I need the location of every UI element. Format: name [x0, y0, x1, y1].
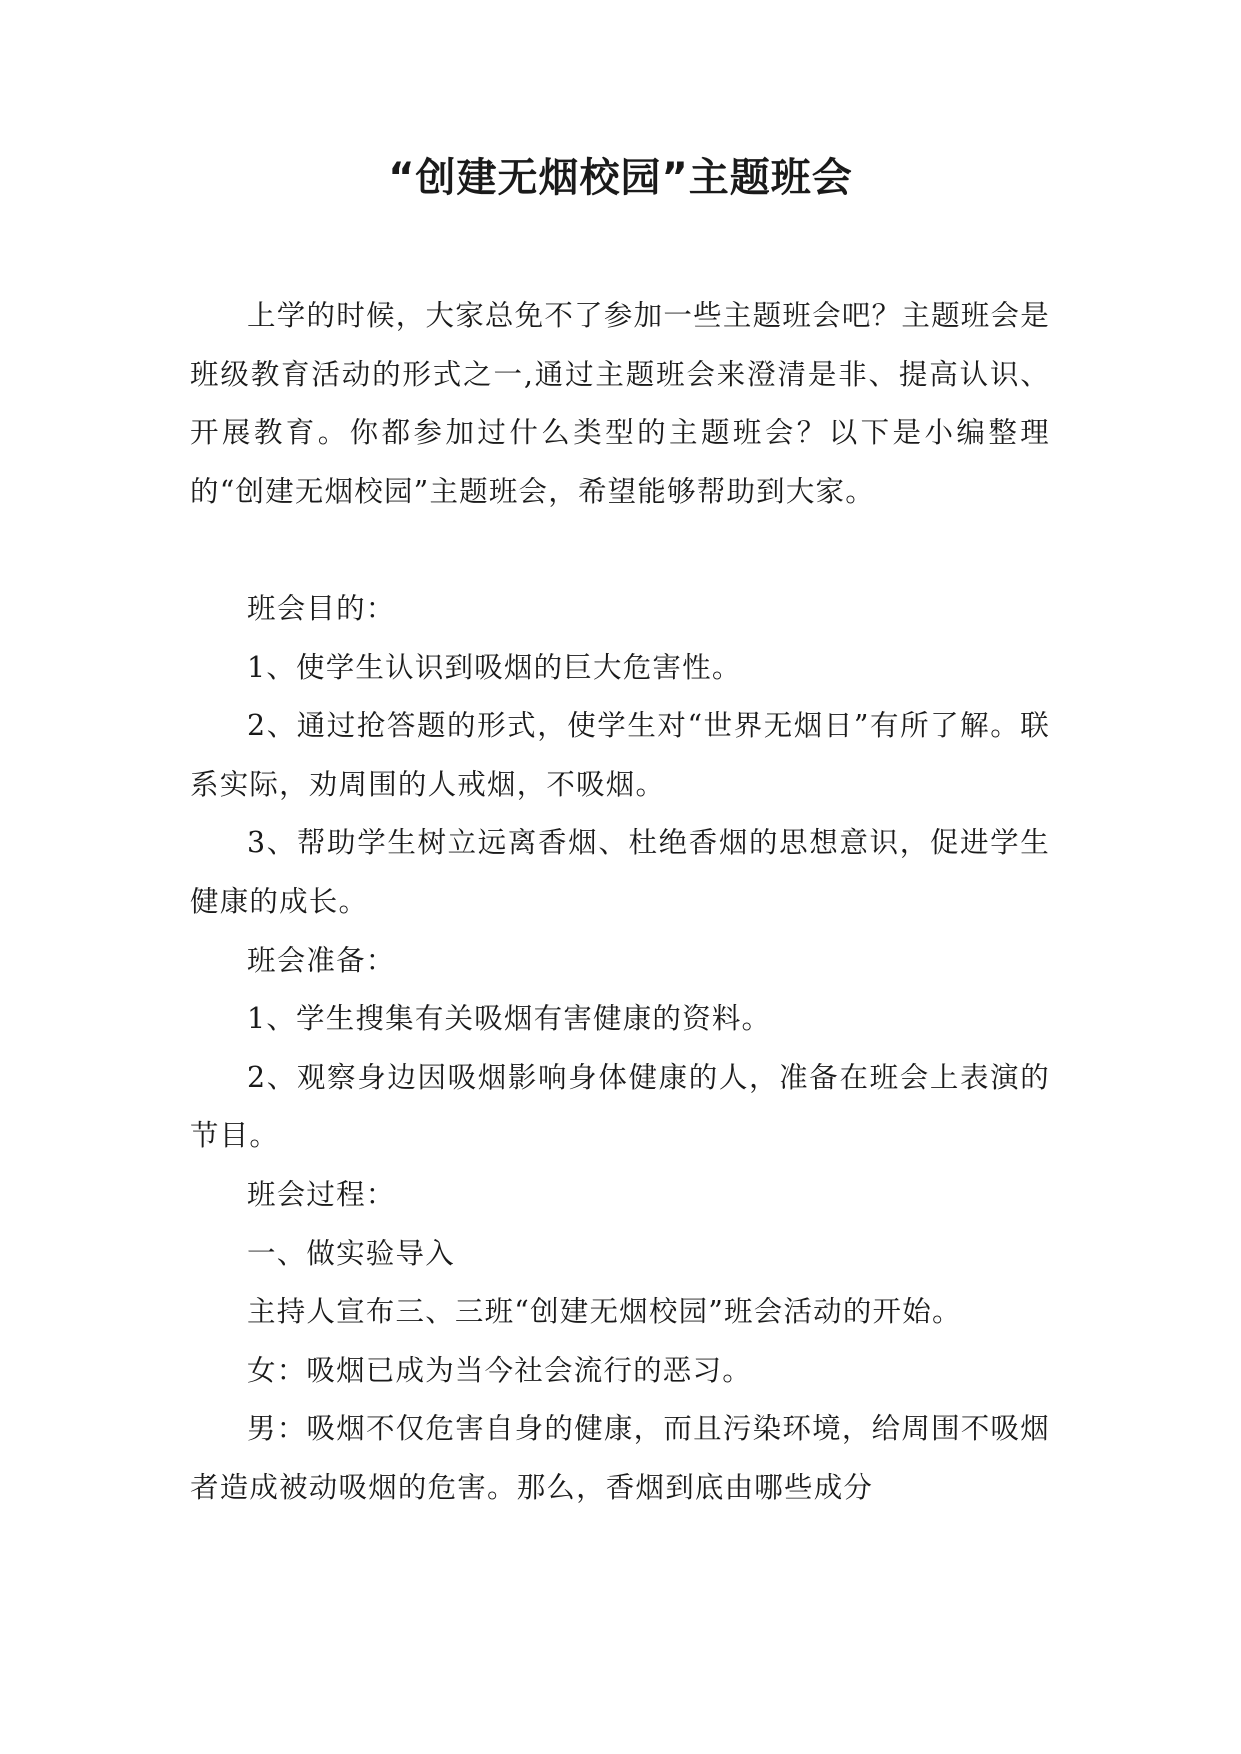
document-title: “创建无烟校园”主题班会 [388, 155, 853, 201]
preparation-item-1: 1、学生搜集有关吸烟有害健康的资料。 [247, 1002, 772, 1036]
purpose-item-2: 2、通过抢答题的形式，使学生对“世界无烟日”有所了解。联系实际，劝周围的人戒烟，不吸烟。 [190, 709, 1050, 801]
dialogue-male: 男：吸烟不仅危害自身的健康，而且污染环境，给周围不吸烟者造成被动吸烟的危害。那么，香烟到底由哪些成分 [190, 1412, 1050, 1504]
section-heading-process: 班会过程： [247, 1177, 396, 1211]
intro-paragraph: 上学的时候，大家总免不了参加一些主题班会吧？主题班会是班级教育活动的形式之一,通过主题班会来澄清是非、提高认识、开展教育。你都参加过什么类型的主题班会？以下是小编整理的“创建无烟校园”主题班会，希望能够帮助到大家。 [190, 299, 1050, 508]
host-announcement: 主持人宣布三、三班“创建无烟校园”班会活动的开始。 [247, 1295, 962, 1329]
purpose-item-3: 3、帮助学生树立远离香烟、杜绝香烟的思想意识，促进学生健康的成长。 [190, 826, 1050, 918]
dialogue-female: 女：吸烟已成为当今社会流行的恶习。 [247, 1353, 752, 1387]
section-heading-purpose: 班会目的： [247, 591, 396, 625]
document-body [190, 287, 1050, 1517]
preparation-item-2: 2、观察身边因吸烟影响身体健康的人，准备在班会上表演的节目。 [190, 1060, 1050, 1153]
section-heading-preparation: 班会准备： [247, 943, 396, 977]
purpose-item-1: 1、使学生认识到吸烟的巨大危害性。 [247, 650, 742, 684]
process-step-1-heading: 一、做实验导入 [247, 1236, 455, 1270]
paragraph-spacer [190, 521, 1050, 580]
